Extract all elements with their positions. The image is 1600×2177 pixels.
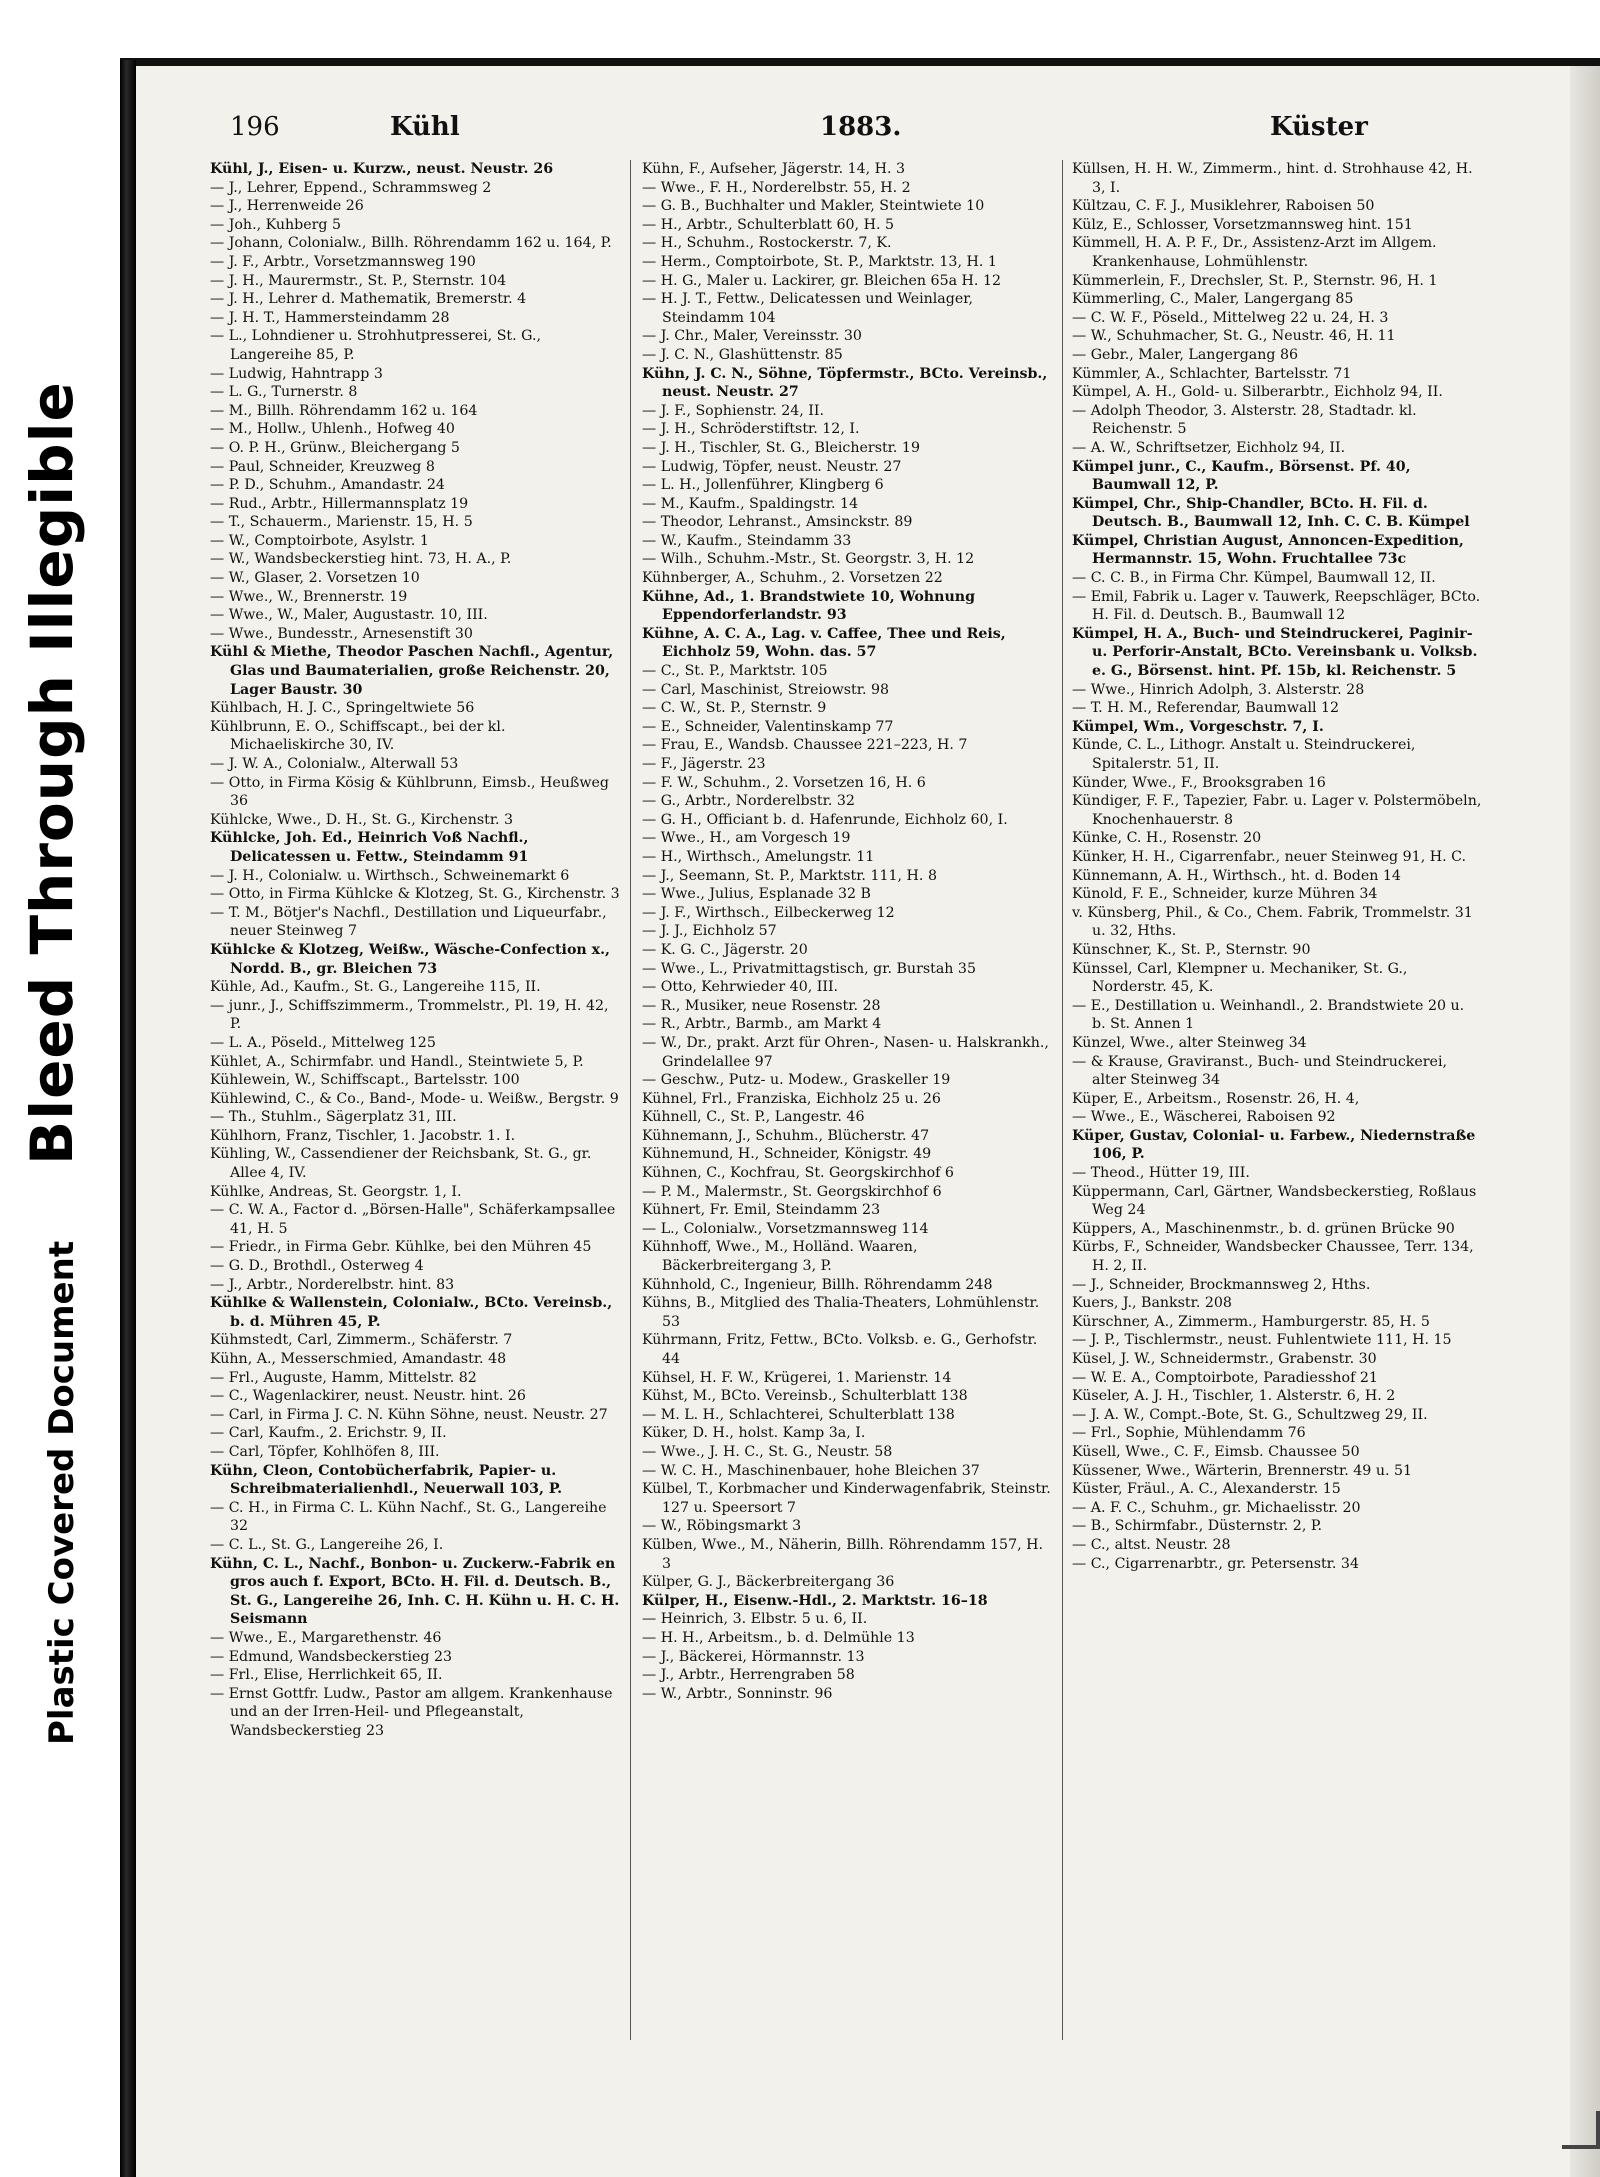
directory-entry: — J. H., Lehrer d. Mathematik, Bremerstr. 4: [210, 291, 527, 308]
directory-entry: — Frau, E., Wandsb. Chaussee 221–223, H. 7: [642, 737, 968, 754]
directory-entry: — R., Musiker, neue Rosenstr. 28: [642, 997, 881, 1014]
directory-entry: — P. M., Malermstr., St. Georgskirchhof 6: [642, 1183, 942, 1200]
directory-entry: Künder, Wwe., F., Brooksgraben 16: [1072, 774, 1326, 791]
directory-entry: — T. M., Bötjer's Nachfl., Destillation und Liqueurfabr., neuer Steinweg 7: [210, 904, 607, 940]
directory-entry: — A. F. C., Schuhm., gr. Michaelisstr. 20: [1072, 1499, 1361, 1516]
directory-entry: — J., Herrenweide 26: [210, 198, 364, 215]
directory-entry: — W. E. A., Comptoirbote, Paradiesshof 21: [1072, 1369, 1378, 1386]
header-keyword-left: Kühl: [390, 112, 460, 142]
directory-entry: Kümpel, A. H., Gold- u. Silberarbtr., Eichholz 94, II.: [1072, 384, 1443, 401]
directory-entry: — J., Arbtr., Herrengraben 58: [642, 1667, 855, 1684]
directory-entry: — W., Wandsbeckerstieg hint. 73, H. A., P.: [210, 551, 512, 568]
directory-entry: — Theod., Hütter 19, III.: [1072, 1165, 1250, 1182]
directory-entry: — L., Colonialw., Vorsetzmannsweg 114: [642, 1220, 929, 1237]
directory-entry: — W. C. H., Maschinenbauer, hohe Bleichen 37: [642, 1462, 980, 1479]
directory-entry: Kühnert, Fr. Emil, Steindamm 23: [642, 1202, 881, 1219]
directory-column-3: [1072, 160, 1482, 1573]
directory-entry: Kuers, J., Bankstr. 208: [1072, 1295, 1232, 1312]
directory-entry: — W., Dr., prakt. Arzt für Ohren-, Nasen- u. Halskrankh., Grindelallee 97: [642, 1034, 1049, 1070]
directory-entry: Kühle, Ad., Kaufm., St. G., Langereihe 115, II.: [210, 979, 541, 996]
directory-entry: — H. J. T., Fettw., Delicatessen und Weinlager, Steindamm 104: [642, 291, 973, 326]
directory-column-2: [642, 160, 1052, 1703]
directory-entry: Künker, H. H., Cigarrenfabr., neuer Steinweg 91, H. C.: [1072, 848, 1466, 865]
directory-entry: — C., St. P., Marktstr. 105: [642, 663, 828, 680]
directory-entry: — & Krause, Graviranst., Buch- und Steindruckerei, alter Steinweg 34: [1072, 1053, 1447, 1089]
directory-entry: — E., Destillation u. Weinhandl., 2. Brandstwiete 20 u. b. St. Annen 1: [1072, 997, 1465, 1033]
directory-entry: — Gebr., Maler, Langergang 86: [1072, 346, 1299, 363]
directory-entry: — B., Schirmfabr., Düsternstr. 2, P.: [1072, 1518, 1323, 1535]
directory-entry: — C. W. F., Pöseld., Mittelweg 22 u. 24, H. 3: [1072, 309, 1389, 326]
directory-entry: — Wwe., Hinrich Adolph, 3. Alsterstr. 28: [1072, 681, 1365, 698]
directory-entry: — Johann, Colonialw., Billh. Röhrendamm 162 u. 164, P.: [210, 235, 612, 252]
directory-entry: — J. J., Eichholz 57: [642, 923, 777, 940]
directory-entry: — L. G., Turnerstr. 8: [210, 384, 358, 401]
header-year: 1883.: [820, 112, 902, 142]
directory-entry: Kümpel, H. A., Buch- und Steindruckerei, Paginir- u. Perforir-Anstalt, BCto. Vereinsbank u. Volksb. e. G., Börsenst. hint. Pf. 15b, kl. Reichenstr. 5: [1072, 625, 1478, 680]
directory-entry: — J. F., Sophienstr. 24, II.: [642, 402, 825, 419]
directory-entry: Kühlbrunn, E. O., Schiffscapt., bei der kl. Michaeliskirche 30, IV.: [210, 718, 506, 754]
directory-entry: — Frl., Auguste, Hamm, Mittelstr. 82: [210, 1369, 477, 1386]
directory-entry: — J. F., Wirthsch., Eilbeckerweg 12: [642, 904, 895, 921]
directory-entry: — K. G. C., Jägerstr. 20: [642, 941, 808, 958]
directory-entry: — Emil, Fabrik u. Lager v. Tauwerk, Reepschläger, BCto. H. Fil. d. Deutsch. B., Baumwall 12: [1072, 588, 1481, 624]
directory-entry: — A. W., Schriftsetzer, Eichholz 94, II.: [1072, 439, 1346, 456]
directory-entry: — Wwe., Bundesstr., Arnesenstift 30: [210, 625, 473, 642]
directory-entry: — Carl, in Firma J. C. N. Kühn Söhne, neust. Neustr. 27: [210, 1406, 608, 1423]
scan-corner-mark: [1562, 2111, 1600, 2149]
directory-entry: — G. H., Officiant b. d. Hafenrunde, Eichholz 60, I.: [642, 811, 1008, 828]
directory-entry: — M., Billh. Röhrendamm 162 u. 164: [210, 402, 478, 419]
directory-entry: — Wwe., W., Brennerstr. 19: [210, 588, 408, 605]
directory-entry: Kühlbach, H. J. C., Springeltwiete 56: [210, 700, 475, 717]
directory-entry: — J. H., Schröderstiftstr. 12, I.: [642, 421, 860, 438]
directory-entry: — T., Schauerm., Marienstr. 15, H. 5: [210, 514, 473, 531]
directory-entry: Kühnen, C., Kochfrau, St. Georgskirchhof 6: [642, 1165, 954, 1182]
directory-entry: Künnemann, A. H., Wirthsch., ht. d. Boden 14: [1072, 867, 1401, 884]
directory-entry: — J. H., Maurermstr., St. P., Sternstr. 104: [210, 272, 507, 289]
directory-entry: — G., Arbtr., Norderelbstr. 32: [642, 793, 855, 810]
directory-entry: — J. Chr., Maler, Vereinsstr. 30: [642, 328, 862, 345]
directory-entry: Küker, D. H., holst. Kamp 3a, I.: [642, 1425, 866, 1442]
directory-entry: Küssener, Wwe., Wärterin, Brennerstr. 49 u. 51: [1072, 1462, 1413, 1479]
directory-entry: Kühlke, Andreas, St. Georgstr. 1, I.: [210, 1183, 462, 1200]
directory-entry: Kühlke & Wallenstein, Colonialw., BCto. Vereinsb., b. d. Mühren 45, P.: [210, 1295, 613, 1330]
directory-entry: — Otto, in Firma Kösig & Kühlbrunn, Eimsb., Heußweg 36: [210, 774, 610, 810]
directory-entry: Kühne, Ad., 1. Brandstwiete 10, Wohnung Eppendorferlandstr. 93: [642, 588, 975, 624]
directory-entry: Kühlhorn, Franz, Tischler, 1. Jacobstr. 1. I.: [210, 1127, 516, 1144]
directory-entry: Kühnhoff, Wwe., M., Holländ. Waaren, Bäckerbreitergang 3, P.: [642, 1239, 918, 1275]
directory-entry: — J., Arbtr., Norderelbstr. hint. 83: [210, 1276, 455, 1293]
directory-entry: Kühlet, A., Schirmfabr. und Handl., Steintwiete 5, P.: [210, 1053, 584, 1070]
directory-entry: — Ludwig, Hahntrapp 3: [210, 365, 383, 382]
directory-entry: — Wwe., E., Wäscherei, Raboisen 92: [1072, 1109, 1336, 1126]
directory-entry: Kürschner, A., Zimmerm., Hamburgerstr. 85, H. 5: [1072, 1313, 1430, 1330]
page-header: [230, 112, 1510, 160]
directory-entry: — W., Arbtr., Sonninstr. 96: [642, 1685, 833, 1702]
directory-entry: — C. W., St. P., Sternstr. 9: [642, 700, 827, 717]
directory-entry: Kühn, Cleon, Contobücherfabrik, Papier- u. Schreibmaterialienhdl., Neuerwall 103, P.: [210, 1462, 563, 1498]
directory-entry: — J. P., Tischlermstr., neust. Fuhlentwiete 111, H. 15: [1072, 1332, 1452, 1349]
directory-entry: Kümmerlein, F., Drechsler, St. P., Sternstr. 96, H. 1: [1072, 272, 1438, 289]
directory-entry: v. Künsberg, Phil., & Co., Chem. Fabrik, Trommelstr. 31 u. 32, Hths.: [1072, 904, 1473, 940]
directory-entry: — W., Röbingsmarkt 3: [642, 1518, 802, 1535]
directory-entry: — H., Wirthsch., Amelungstr. 11: [642, 848, 875, 865]
directory-entry: — J. A. W., Compt.-Bote, St. G., Schultzweg 29, II.: [1072, 1406, 1428, 1423]
directory-entry: — J. H., Colonialw. u. Wirthsch., Schweinemarkt 6: [210, 867, 570, 884]
page-right-shadow: [1570, 66, 1600, 2177]
directory-entry: — F. W., Schuhm., 2. Vorsetzen 16, H. 6: [642, 774, 926, 791]
bleed-through-stamp: Bleed Through Illegible: [18, 381, 86, 1165]
directory-entry: — M., Hollw., Uhlenh., Hofweg 40: [210, 421, 455, 438]
directory-entry: — C., altst. Neustr. 28: [1072, 1536, 1231, 1553]
directory-entry: Kümmell, H. A. P. F., Dr., Assistenz-Arzt im Allgem. Krankenhause, Lohmühlenstr.: [1072, 235, 1437, 270]
directory-entry: Küseler, A. J. H., Tischler, 1. Alsterstr. 6, H. 2: [1072, 1388, 1396, 1405]
directory-entry: Kühnhold, C., Ingenieur, Billh. Röhrendamm 248: [642, 1276, 993, 1293]
directory-entry: Kühling, W., Cassendiener der Reichsbank, St. G., gr. Allee 4, IV.: [210, 1146, 592, 1182]
directory-entry: Kühnemund, H., Schneider, Königstr. 49: [642, 1146, 932, 1163]
directory-entry: — Frl., Elise, Herrlichkeit 65, II.: [210, 1667, 443, 1684]
directory-entry: Küppermann, Carl, Gärtner, Wandsbeckerstieg, Roßlaus Weg 24: [1072, 1183, 1477, 1219]
directory-entry: Kühn, F., Aufseher, Jägerstr. 14, H. 3: [642, 161, 906, 177]
directory-entry: — Adolph Theodor, 3. Alsterstr. 28, Stadtadr. kl. Reichenstr. 5: [1072, 402, 1417, 438]
directory-entry: — Ernst Gottfr. Ludw., Pastor am allgem. Krankenhause und an der Irren-Heil- und Pflegeanstalt, Wandsbeckerstieg 23: [210, 1685, 613, 1739]
directory-entry: — junr., J., Schiffszimmerm., Trommelstr., Pl. 19, H. 42, P.: [210, 997, 609, 1033]
directory-entry: — H. G., Maler u. Lackirer, gr. Bleichen 65a H. 12: [642, 272, 1002, 289]
directory-entry: — Paul, Schneider, Kreuzweg 8: [210, 458, 435, 475]
directory-entry: — L. H., Jollenführer, Klingberg 6: [642, 477, 884, 494]
plastic-covered-stamp: Plastic Covered Document: [42, 1240, 82, 1745]
directory-entry: Kühnberger, A., Schuhm., 2. Vorsetzen 22: [642, 570, 943, 587]
directory-entry: Kündiger, F. F., Tapezier, Fabr. u. Lager v. Polstermöbeln, Knochenhauerstr. 8: [1072, 793, 1482, 828]
directory-entry: Kühmstedt, Carl, Zimmerm., Schäferstr. 7: [210, 1332, 513, 1349]
directory-entry: — Wwe., J. H. C., St. G., Neustr. 58: [642, 1443, 893, 1460]
directory-entry: — Th., Stuhlm., Sägerplatz 31, III.: [210, 1109, 457, 1126]
directory-entry: Kümmerling, C., Maler, Langergang 85: [1072, 291, 1354, 308]
directory-entry: Külz, E., Schlosser, Vorsetzmannsweg hint. 151: [1072, 216, 1413, 233]
directory-entry: Kümmler, A., Schlachter, Bartelsstr. 71: [1072, 365, 1352, 382]
directory-entry: — M., Kaufm., Spaldingstr. 14: [642, 495, 859, 512]
scan-left-edge: [120, 60, 136, 2177]
directory-entry: Kürbs, F., Schneider, Wandsbecker Chaussee, Terr. 134, H. 2, II.: [1072, 1239, 1474, 1275]
directory-entry: — Ludwig, Töpfer, neust. Neustr. 27: [642, 458, 902, 475]
directory-entry: Künold, F. E., Schneider, kurze Mühren 34: [1072, 886, 1378, 903]
directory-entry: — L. A., Pöseld., Mittelweg 125: [210, 1034, 436, 1051]
directory-entry: — C. C. B., in Firma Chr. Kümpel, Baumwall 12, II.: [1072, 570, 1436, 587]
directory-entry: — J., Bäckerei, Hörmannstr. 13: [642, 1648, 865, 1665]
directory-entry: Kühn, C. L., Nachf., Bonbon- u. Zuckerw.-Fabrik en gros auch f. Export, BCto. H. Fil. d. Deutsch. B., St. G., Langereihe 26, Inh. C. H. Kühn u. H. C. H. Seismann: [210, 1555, 620, 1628]
directory-entry: Kümpel junr., C., Kaufm., Börsenst. Pf. 40, Baumwall 12, P.: [1072, 458, 1411, 494]
directory-entry: — W., Schuhmacher, St. G., Neustr. 46, H. 11: [1072, 328, 1396, 345]
directory-entry: Kühnel, Frl., Franziska, Eichholz 25 u. 26: [642, 1090, 941, 1107]
directory-entry: — T. H. M., Referendar, Baumwall 12: [1072, 700, 1340, 717]
directory-entry: — Theodor, Lehranst., Amsinckstr. 89: [642, 514, 913, 531]
directory-entry: Külben, Wwe., M., Näherin, Billh. Röhrendamm 157, H. 3: [642, 1536, 1043, 1572]
directory-entry: — Geschw., Putz- u. Modew., Graskeller 19: [642, 1072, 951, 1089]
directory-entry: — R., Arbtr., Barmb., am Markt 4: [642, 1016, 882, 1033]
directory-entry: — W., Kaufm., Steindamm 33: [642, 532, 852, 549]
directory-entry: Kümpel, Christian August, Annoncen-Expedition, Hermannstr. 15, Wohn. Fruchtallee 73c: [1072, 532, 1464, 568]
directory-entry: Künschner, K., St. P., Sternstr. 90: [1072, 941, 1311, 958]
directory-entry: Kühlewein, W., Schiffscapt., Bartelsstr. 100: [210, 1072, 520, 1089]
directory-entry: — C. L., St. G., Langereihe 26, I.: [210, 1536, 444, 1553]
directory-entry: — J. C. N., Glashüttenstr. 85: [642, 346, 843, 363]
directory-entry: — Carl, Kaufm., 2. Erichstr. 9, II.: [210, 1425, 447, 1442]
directory-entry: Kühl & Miethe, Theodor Paschen Nachfl., Agentur, Glas und Baumaterialien, große Reichenstr. 20, Lager Baustr. 30: [210, 644, 614, 698]
directory-entry: Kühn, J. C. N., Söhne, Töpfermstr., BCto. Vereinsb., neust. Neustr. 27: [642, 365, 1048, 401]
directory-entry: Kühnemann, J., Schuhm., Blücherstr. 47: [642, 1127, 930, 1144]
directory-entry: — Wwe., E., Margarethenstr. 46: [210, 1629, 442, 1646]
directory-entry: Küper, Gustav, Colonial- u. Farbew., Niedernstraße 106, P.: [1072, 1127, 1476, 1163]
directory-entry: — J. F., Arbtr., Vorsetzmannsweg 190: [210, 253, 476, 270]
directory-entry: — G. B., Buchhalter und Makler, Steintwiete 10: [642, 198, 985, 215]
directory-entry: — J., Seemann, St. P., Marktstr. 111, H. 8: [642, 867, 937, 884]
page-number: 196: [230, 112, 280, 142]
directory-entry: — Wwe., L., Privatmittagstisch, gr. Burstah 35: [642, 960, 976, 977]
directory-entry: Kühlcke, Wwe., D. H., St. G., Kirchenstr. 3: [210, 811, 514, 828]
directory-entry: Kümpel, Wm., Vorgeschstr. 7, I.: [1072, 718, 1324, 735]
directory-entry: — E., Schneider, Valentinskamp 77: [642, 718, 894, 735]
directory-entry: — Edmund, Wandsbeckerstieg 23: [210, 1648, 453, 1665]
directory-entry: — O. P. H., Grünw., Bleichergang 5: [210, 439, 460, 456]
directory-entry: — Rud., Arbtr., Hillermannsplatz 19: [210, 495, 469, 512]
directory-entry: — J., Lehrer, Eppend., Schrammsweg 2: [210, 179, 492, 196]
directory-entry: Kültzau, C. F. J., Musiklehrer, Raboisen 50: [1072, 198, 1375, 215]
directory-entry: — Friedr., in Firma Gebr. Kühlke, bei den Mühren 45: [210, 1239, 592, 1256]
directory-entry: — Frl., Sophie, Mühlendamm 76: [1072, 1425, 1306, 1442]
directory-entry: Küsel, J. W., Schneidermstr., Grabenstr. 30: [1072, 1351, 1377, 1367]
directory-entry: — Otto, in Firma Kühlcke & Klotzeg, St. G., Kirchenstr. 3: [210, 886, 620, 903]
directory-entry: — M. L. H., Schlachterei, Schulterblatt 138: [642, 1406, 955, 1423]
directory-entry: Künde, C. L., Lithogr. Anstalt u. Steindruckerei, Spitalerstr. 51, II.: [1072, 737, 1416, 772]
directory-entry: Küster, Fräul., A. C., Alexanderstr. 15: [1072, 1481, 1341, 1498]
directory-entry: — F., Jägerstr. 23: [642, 756, 766, 772]
directory-entry: — H., Arbtr., Schulterblatt 60, H. 5: [642, 216, 894, 233]
directory-column-1: [210, 160, 620, 1740]
directory-entry: — Wwe., F. H., Norderelbstr. 55, H. 2: [642, 179, 911, 196]
directory-entry: Küllsen, H. H. W., Zimmerm., hint. d. Strohhause 42, H. 3, I.: [1072, 161, 1473, 196]
directory-entry: — Wwe., W., Maler, Augustastr. 10, III.: [210, 607, 488, 624]
directory-entry: — G. D., Brothdl., Osterweg 4: [210, 1258, 424, 1275]
column-rule: [1062, 160, 1063, 2040]
directory-entry: Kühlcke & Klotzeg, Weißw., Wäsche-Confection x., Nordd. B., gr. Bleichen 73: [210, 941, 610, 977]
directory-entry: — Carl, Töpfer, Kohlhöfen 8, III.: [210, 1443, 440, 1460]
directory-entry: — C. W. A., Factor d. „Börsen-Halle", Schäferkampsallee 41, H. 5: [210, 1202, 616, 1237]
directory-entry: Kühl, J., Eisen- u. Kurzw., neust. Neustr. 26: [210, 161, 554, 177]
directory-entry: — Carl, Maschinist, Streiowstr. 98: [642, 681, 890, 698]
directory-entry: — Otto, Kehrwieder 40, III.: [642, 979, 839, 996]
directory-entry: — J. W. A., Colonialw., Alterwall 53: [210, 756, 459, 772]
directory-entry: — C., Cigarrenarbtr., gr. Petersenstr. 34: [1072, 1555, 1359, 1572]
directory-entry: — Herm., Comptoirbote, St. P., Marktstr. 13, H. 1: [642, 253, 997, 270]
directory-entry: — Wilh., Schuhm.-Mstr., St. Georgstr. 3, H. 12: [642, 551, 975, 568]
directory-entry: Kühne, A. C. A., Lag. v. Caffee, Thee und Reis, Eichholz 59, Wohn. das. 57: [642, 625, 1006, 661]
directory-entry: — H. H., Arbeitsm., b. d. Delmühle 13: [642, 1629, 915, 1646]
directory-entry: Kührmann, Fritz, Fettw., BCto. Volksb. e. G., Gerhofstr. 44: [642, 1332, 1038, 1367]
directory-entry: — W., Glaser, 2. Vorsetzen 10: [210, 570, 420, 587]
directory-entry: Kühnell, C., St. P., Langestr. 46: [642, 1109, 865, 1126]
directory-entry: — L., Lohndiener u. Strohhutpresserei, St. G., Langereihe 85, P.: [210, 328, 541, 363]
directory-entry: Kühsel, H. F. W., Krügerei, 1. Marienstr. 14: [642, 1369, 952, 1386]
directory-entry: Kümpel, Chr., Ship-Chandler, BCto. H. Fil. d. Deutsch. B., Baumwall 12, Inh. C. C. B. Kümpel: [1072, 495, 1470, 531]
column-rule: [630, 160, 631, 2040]
directory-entry: Külbel, T., Korbmacher und Kinderwagenfabrik, Steinstr. 127 u. Speersort 7: [642, 1481, 1051, 1516]
directory-entry: Kühst, M., BCto. Vereinsb., Schulterblatt 138: [642, 1388, 968, 1405]
directory-entry: — Joh., Kuhberg 5: [210, 216, 342, 233]
directory-entry: — C., Wagenlackirer, neust. Neustr. hint. 26: [210, 1388, 526, 1405]
scan-top-edge: [120, 58, 1600, 66]
directory-entry: Küper, E., Arbeitsm., Rosenstr. 26, H. 4,: [1072, 1090, 1360, 1107]
directory-entry: Künzel, Wwe., alter Steinweg 34: [1072, 1034, 1307, 1051]
directory-entry: — Wwe., H., am Vorgesch 19: [642, 830, 851, 847]
directory-entry: — J. H. T., Hammersteindamm 28: [210, 309, 450, 326]
directory-entry: — H., Schuhm., Rostockerstr. 7, K.: [642, 235, 892, 252]
directory-entry: Kühlewind, C., & Co., Band-, Mode- u. Weißw., Bergstr. 9: [210, 1090, 619, 1107]
directory-entry: — J. H., Tischler, St. G., Bleicherstr. 19: [642, 439, 920, 456]
directory-entry: — C. H., in Firma C. L. Kühn Nachf., St. G., Langereihe 32: [210, 1499, 607, 1535]
directory-entry: Künke, C. H., Rosenstr. 20: [1072, 830, 1262, 847]
directory-entry: Kühlcke, Joh. Ed., Heinrich Voß Nachfl., Delicatessen u. Fettw., Steindamm 91: [210, 830, 529, 865]
header-keyword-right: Küster: [1270, 112, 1368, 142]
directory-entry: Küppers, A., Maschinenmstr., b. d. grünen Brücke 90: [1072, 1220, 1455, 1237]
directory-entry: — P. D., Schuhm., Amandastr. 24: [210, 477, 445, 494]
directory-entry: Küsell, Wwe., C. F., Eimsb. Chaussee 50: [1072, 1443, 1360, 1460]
directory-entry: — W., Comptoirbote, Asylstr. 1: [210, 532, 429, 549]
directory-entry: Külper, H., Eisenw.-Hdl., 2. Marktstr. 16–18: [642, 1592, 988, 1609]
directory-entry: — J., Schneider, Brockmannsweg 2, Hths.: [1072, 1276, 1371, 1293]
directory-entry: — Wwe., Julius, Esplanade 32 B: [642, 886, 871, 903]
directory-entry: Künssel, Carl, Klempner u. Mechaniker, St. G., Norderstr. 45, K.: [1072, 960, 1408, 996]
directory-entry: Kühns, B., Mitglied des Thalia-Theaters, Lohmühlenstr. 53: [642, 1295, 1040, 1330]
directory-entry: — Heinrich, 3. Elbstr. 5 u. 6, II.: [642, 1611, 868, 1628]
directory-entry: Külper, G. J., Bäckerbreitergang 36: [642, 1574, 895, 1591]
directory-entry: Kühn, A., Messerschmied, Amandastr. 48: [210, 1351, 507, 1367]
